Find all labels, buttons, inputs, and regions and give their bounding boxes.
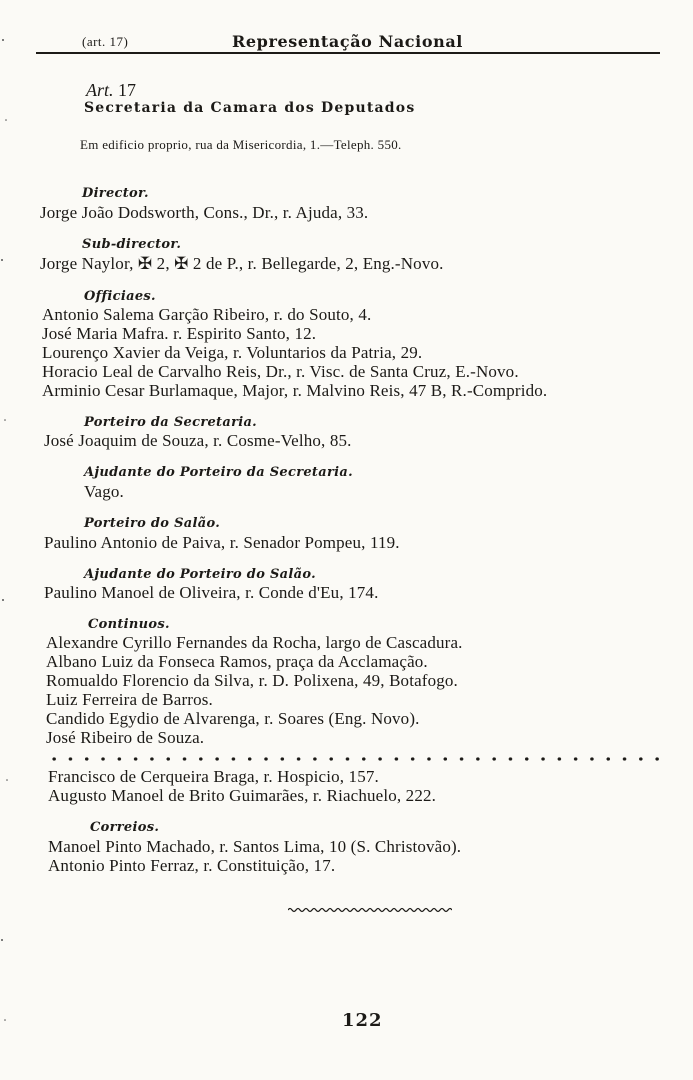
header-rule — [36, 52, 660, 54]
wavy-ornament-divider — [288, 906, 452, 914]
section-heading-subdirector: Sub-director. — [82, 237, 182, 252]
article-number: 17 — [118, 80, 137, 100]
page-edge-speckle — [0, 0, 12, 1080]
article-label: Art. — [86, 80, 114, 100]
entry-porteiro-salao: Paulino Antonio de Paiva, r. Senador Pompeu, 119. — [44, 533, 400, 552]
article-address: Em edificio proprio, rua da Misericordia, 1.—Teleph. 550. — [80, 137, 402, 152]
entry-subdirector: Jorge Naylor, ✠ 2, ✠ 2 de P., r. Bellegarde, 2, Eng.-Novo. — [40, 254, 444, 273]
entry-continuos-1: Alexandre Cyrillo Fernandes da Rocha, largo de Cascadura. — [46, 633, 463, 652]
entry-continuos-4: Luiz Ferreira de Barros. — [46, 690, 213, 709]
entry-continuos-2: Albano Luiz da Fonseca Ramos, praça da Acclamação. — [46, 652, 428, 671]
entry-officiaes-1: Antonio Salema Garção Ribeiro, r. do Souto, 4. — [42, 305, 372, 324]
article-title: Secretaria da Camara dos Deputados — [84, 100, 416, 116]
header-title: Representação Nacional — [232, 32, 463, 51]
header-article-ref: (art. 17) — [82, 34, 129, 49]
entry-ajudante-salao: Paulino Manoel de Oliveira, r. Conde d'Eu, 174. — [44, 583, 379, 602]
page-number: 122 — [342, 1010, 383, 1031]
entry-officiaes-2: José Maria Mafra. r. Espirito Santo, 12. — [42, 324, 317, 343]
section-heading-ajudante-salao: Ajudante do Porteiro do Salão. — [84, 567, 316, 582]
entry-officiaes-4: Horacio Leal de Carvalho Reis, Dr., r. Visc. de Santa Cruz, E.-Novo. — [42, 362, 519, 381]
entry-continuos-6: José Ribeiro de Souza. — [46, 728, 205, 747]
section-heading-director: Director. — [82, 186, 149, 201]
entry-officiaes-3: Lourenço Xavier da Veiga, r. Voluntarios da Patria, 29. — [42, 343, 423, 362]
entry-ajudante-secretaria: Vago. — [84, 482, 124, 501]
section-heading-officiaes: Officiaes. — [84, 289, 156, 304]
dotted-separator — [46, 756, 671, 762]
entry-director: Jorge João Dodsworth, Cons., Dr., r. Ajuda, 33. — [40, 203, 369, 222]
entry-continuos-5: Candido Egydio de Alvarenga, r. Soares (Eng. Novo). — [46, 709, 420, 728]
entry-correios-1: Manoel Pinto Machado, r. Santos Lima, 10 (S. Christovão). — [48, 837, 462, 856]
entry-porteiro-secretaria: José Joaquim de Souza, r. Cosme-Velho, 85. — [44, 431, 352, 450]
section-heading-porteiro-secretaria: Porteiro da Secretaria. — [84, 415, 258, 430]
entry-continuos-7: Francisco de Cerqueira Braga, r. Hospicio, 157. — [48, 767, 379, 786]
section-heading-continuos: Continuos. — [88, 617, 170, 632]
entry-continuos-8: Augusto Manoel de Brito Guimarães, r. Riachuelo, 222. — [48, 786, 437, 805]
entry-correios-2: Antonio Pinto Ferraz, r. Constituição, 17. — [48, 856, 336, 875]
entry-continuos-3: Romualdo Florencio da Silva, r. D. Polixena, 49, Botafogo. — [46, 671, 458, 690]
section-heading-porteiro-salao: Porteiro do Salão. — [84, 516, 221, 531]
section-heading-ajudante-secretaria: Ajudante do Porteiro da Secretaria. — [84, 465, 353, 480]
article-heading — [86, 80, 136, 101]
section-heading-correios: Correios. — [90, 820, 160, 835]
entry-officiaes-5: Arminio Cesar Burlamaque, Major, r. Malvino Reis, 47 B, R.-Comprido. — [42, 381, 548, 400]
